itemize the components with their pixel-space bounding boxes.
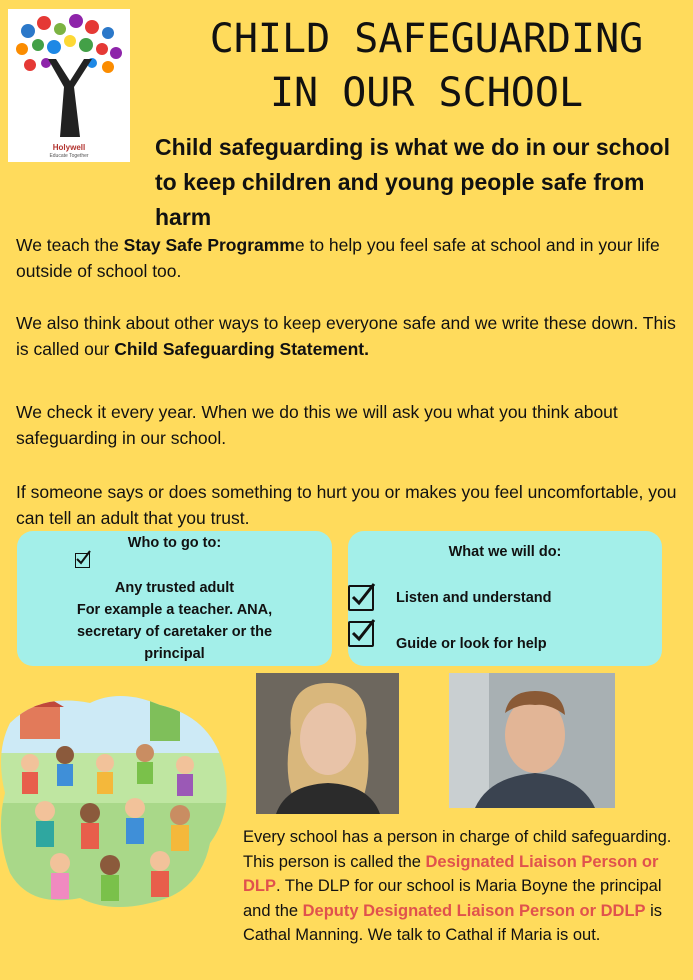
who-box-text [17,577,332,665]
text-segment: We teach the [16,235,124,255]
paragraph-statement [16,310,684,362]
text-segment: . The DLP for our school is Maria Boyne the principal and the [243,877,662,920]
stay-safe-programme-bold: Stay Safe Programm [123,235,295,255]
what-we-will-do-box [348,531,662,666]
checkbox-tick-icon [348,585,374,611]
checkbox-tick-icon [75,553,90,568]
paragraph-stay-safe [16,232,684,284]
deputy-principal-photo [449,673,615,808]
who-line-4: principal [144,646,205,662]
text-segment: is Cathal Manning. We talk to Cathal if Maria is out. [243,901,663,944]
paragraph-yearly-check: We check it every year. When we do this we will ask you what you think about safeguarding in our school. [16,402,618,448]
text-segment: We also think about other ways to keep everyone safe and we write these down. This is called our [16,313,676,359]
title-line-2: IN OUR SCHOOL [269,70,584,116]
text-segment: e to help you feel safe at school and in your life outside of school too. [16,235,660,281]
logo-motto: Educate Together [49,153,89,159]
lead-statement: Child safeguarding is what we do in our school to keep children and young people safe from harm [155,134,670,230]
do-box-title: What we will do: [448,544,562,560]
school-logo [8,9,130,162]
paragraph-tell-adult: If someone says or does something to hurt you or makes you feel uncomfortable, you can tell an adult that you trust. [16,482,677,528]
logo-name: Holywell [52,143,86,152]
dlp-highlight: Designated Liaison Person or DLP [243,852,659,895]
do-item-label: Listen and understand [396,590,552,606]
who-line-3: secretary of caretaker or the [76,624,273,640]
page-title [160,12,693,120]
list-item [348,585,662,615]
do-item-label: Guide or look for help [396,636,547,652]
dlp-information [243,825,683,948]
who-box-title: Who to go to: [127,535,222,551]
who-line-2: For example a teacher. ANA, [76,602,273,618]
checkbox-tick-icon [348,621,374,647]
safeguarding-statement-bold: Child Safeguarding Statement. [114,339,369,359]
who-line-1: Any trusted adult [114,580,235,596]
children-collage-image [0,693,232,911]
tree-handprint-logo-icon [8,9,130,143]
who-to-go-to-box [17,531,332,666]
text-segment: Every school has a person in charge of child safeguarding. This person is called the [243,828,672,871]
ddlp-highlight: Deputy Designated Liaison Person or DDLP [302,901,646,920]
list-item [348,621,662,651]
title-line-1: CHILD SAFEGUARDING [209,16,644,62]
principal-photo [256,673,399,814]
